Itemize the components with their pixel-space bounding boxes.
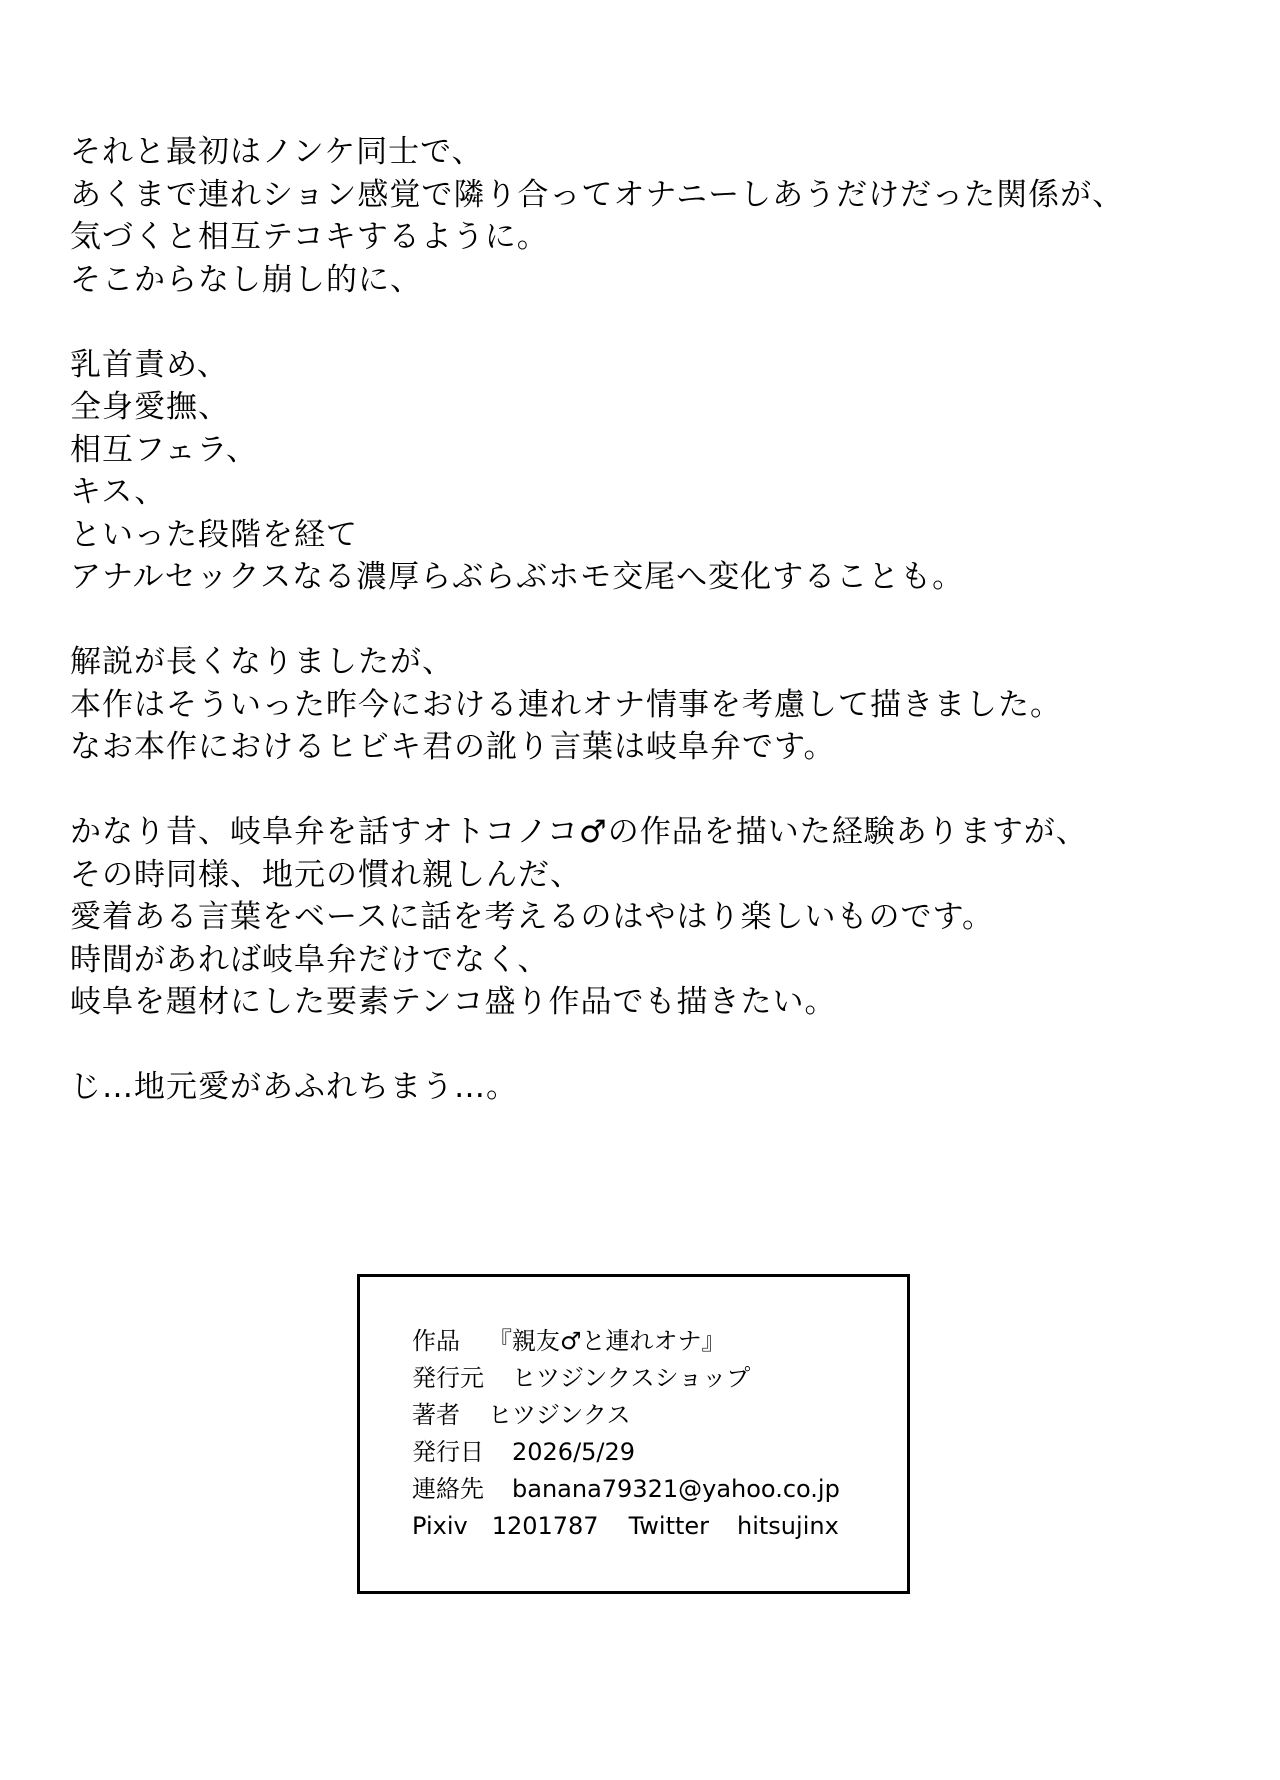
pixiv-id: 1201787 xyxy=(491,1512,599,1540)
pixiv-label: Pixiv xyxy=(412,1512,468,1540)
colophon-row-publisher xyxy=(412,1360,840,1397)
afterword-text xyxy=(70,131,1230,1109)
publisher-name: ヒツジンクスショップ xyxy=(512,1364,751,1392)
text-line: それと最初はノンケ同士で、 xyxy=(70,134,484,170)
text-line: といった段階を経て xyxy=(70,516,358,553)
colophon-row-social xyxy=(412,1508,840,1545)
date-label: 発行日 xyxy=(412,1438,484,1466)
afterword-paragraph xyxy=(70,1066,1230,1109)
work-title: 『親友♂と連れオナ』 xyxy=(488,1327,726,1355)
text-line: その時同様、地元の慣れ親しんだ、 xyxy=(70,856,582,893)
text-line: 相互フェラ、 xyxy=(70,431,258,468)
text-line: 愛着ある言葉をベースに話を考えるのはやはり楽しいものです。 xyxy=(70,899,994,935)
text-line: なお本作におけるヒビキ君の訛り言葉は岐阜弁です。 xyxy=(70,729,836,765)
author-label: 著者 xyxy=(412,1401,460,1429)
contact-email: banana79321@yahoo.co.jp xyxy=(512,1475,840,1503)
text-line: 全身愛撫、 xyxy=(70,389,230,425)
colophon-row-author xyxy=(412,1397,840,1434)
work-label: 作品 xyxy=(412,1327,460,1355)
text-line: 解説が長くなりましたが、 xyxy=(70,644,454,680)
afterword-paragraph xyxy=(70,811,1230,1024)
text-line: あくまで連れション感覚で隣り合ってオナニーしあうだけだった関係が、 xyxy=(70,176,1125,213)
twitter-handle: hitsujinx xyxy=(737,1512,839,1540)
text-line: 岐阜を題材にした要素テンコ盛り作品でも描きたい。 xyxy=(70,984,837,1020)
afterword-paragraph xyxy=(70,131,1230,301)
colophon-row-work xyxy=(412,1323,840,1360)
text-line: 本作はそういった昨今における連れオナ情事を考慮して描きました。 xyxy=(70,686,1062,723)
author-name: ヒツジンクス xyxy=(488,1401,631,1429)
contact-label: 連絡先 xyxy=(412,1475,484,1503)
colophon-row-contact xyxy=(412,1471,840,1508)
text-line: 乳首責め、 xyxy=(70,346,229,383)
text-line: キス、 xyxy=(70,474,167,510)
text-line: そこからなし崩し的に、 xyxy=(70,261,422,298)
colophon xyxy=(412,1323,840,1545)
afterword-paragraph xyxy=(70,344,1230,599)
publisher-label: 発行元 xyxy=(412,1364,484,1392)
text-line: かなり昔、岐阜弁を話すオトコノコ♂の作品を描いた経験ありますが、 xyxy=(70,814,1088,850)
colophon-box xyxy=(357,1274,910,1594)
twitter-label: Twitter xyxy=(628,1512,710,1540)
publish-date: 2026/5/29 xyxy=(512,1438,636,1466)
text-line: じ…地元愛があふれちまう…。 xyxy=(70,1069,518,1105)
text-line: アナルセックスなる濃厚らぶらぶホモ交尾へ変化することも。 xyxy=(70,559,965,595)
text-line: 気づくと相互テコキするように。 xyxy=(70,219,549,255)
colophon-row-date xyxy=(412,1434,840,1471)
afterword-paragraph xyxy=(70,641,1230,769)
text-line: 時間があれば岐阜弁だけでなく、 xyxy=(70,941,550,978)
